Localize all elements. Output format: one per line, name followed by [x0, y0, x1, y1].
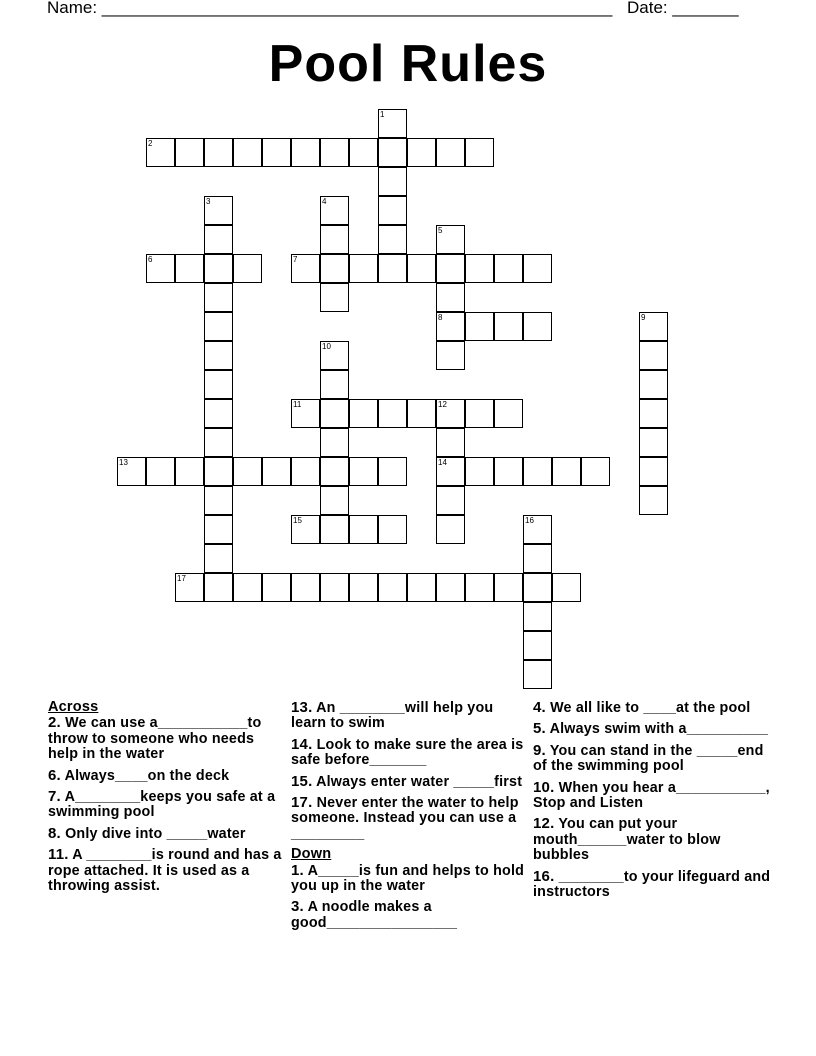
clue-text: A noodle makes a good________________ — [291, 899, 458, 931]
clues-column-2 — [291, 700, 529, 936]
clue-3 — [291, 899, 529, 931]
grid-cell[interactable] — [262, 457, 291, 486]
down-clue-list — [291, 863, 529, 932]
grid-cell[interactable] — [204, 312, 233, 341]
clue-8 — [48, 826, 286, 842]
grid-cell[interactable] — [436, 457, 465, 486]
cell-number: 2 — [148, 139, 153, 148]
grid-cell[interactable] — [175, 573, 204, 602]
across-clue-list — [48, 715, 286, 894]
clue-9 — [533, 743, 771, 775]
page-title: Pool Rules — [268, 35, 548, 93]
grid-cell[interactable] — [320, 515, 349, 544]
down-clue-list-continued — [533, 700, 771, 900]
grid-cell[interactable] — [262, 573, 291, 602]
grid-cell[interactable] — [436, 428, 465, 457]
grid-cell[interactable] — [291, 254, 320, 283]
grid-cell[interactable] — [378, 254, 407, 283]
grid-cell[interactable] — [175, 138, 204, 167]
cell-number: 13 — [119, 458, 128, 467]
grid-cell[interactable] — [494, 312, 523, 341]
grid-cell[interactable] — [204, 573, 233, 602]
grid-cell[interactable] — [291, 573, 320, 602]
grid-cell[interactable] — [204, 399, 233, 428]
grid-cell[interactable] — [146, 138, 175, 167]
grid-cell[interactable] — [465, 399, 494, 428]
clue-number: 4. — [533, 699, 546, 716]
grid-cell[interactable] — [436, 138, 465, 167]
grid-cell[interactable] — [378, 515, 407, 544]
grid-cell[interactable] — [320, 457, 349, 486]
clue-number: 17. — [291, 794, 313, 812]
cell-number: 10 — [322, 342, 331, 351]
grid-cell[interactable] — [523, 631, 552, 660]
clues-column-1 — [48, 700, 286, 899]
grid-cell[interactable] — [378, 109, 407, 138]
grid-cell[interactable] — [436, 573, 465, 602]
cell-number: 15 — [293, 516, 302, 525]
name-line: Name: ______________________________________________________ — [47, 0, 613, 17]
grid-cell[interactable] — [523, 660, 552, 689]
grid-cell[interactable] — [175, 457, 204, 486]
grid-cell[interactable] — [552, 573, 581, 602]
cell-number: 11 — [293, 400, 302, 409]
grid-cell[interactable] — [494, 573, 523, 602]
grid-cell[interactable] — [436, 312, 465, 341]
cell-number: 16 — [525, 516, 534, 525]
grid-cell[interactable] — [639, 457, 668, 486]
grid-cell[interactable] — [378, 196, 407, 225]
grid-cell[interactable] — [349, 399, 378, 428]
clue-16 — [533, 869, 771, 901]
grid-cell[interactable] — [378, 457, 407, 486]
grid-cell[interactable] — [146, 254, 175, 283]
clue-text: We can use a___________to throw to someone who needs help in the water — [48, 715, 262, 763]
grid-cell[interactable] — [204, 428, 233, 457]
grid-cell[interactable] — [436, 399, 465, 428]
grid-cell[interactable] — [349, 573, 378, 602]
grid-cell[interactable] — [465, 457, 494, 486]
clue-number: 1. — [291, 861, 304, 879]
grid-cell[interactable] — [523, 254, 552, 283]
cell-number: 17 — [177, 574, 186, 583]
grid-cell[interactable] — [146, 457, 175, 486]
cell-number: 3 — [206, 197, 211, 206]
grid-cell[interactable] — [639, 341, 668, 370]
clue-text: We all like to ____at the pool — [545, 700, 751, 716]
clue-6 — [48, 768, 286, 784]
cell-number: 9 — [641, 313, 646, 322]
grid-cell[interactable] — [378, 138, 407, 167]
clue-text: An ________will help you learn to swim — [291, 700, 494, 732]
clue-text: Always swim with a__________ — [545, 721, 769, 738]
grid-cell[interactable] — [378, 167, 407, 196]
clue-number: 6. — [48, 766, 61, 784]
clue-number: 9. — [533, 741, 546, 759]
grid-cell[interactable] — [494, 457, 523, 486]
grid-cell[interactable] — [378, 573, 407, 602]
grid-cell[interactable] — [581, 457, 610, 486]
grid-cell[interactable] — [436, 225, 465, 254]
grid-cell[interactable] — [436, 486, 465, 515]
grid-cell[interactable] — [233, 138, 262, 167]
clue-number: 3. — [291, 898, 304, 916]
clue-15 — [291, 774, 529, 790]
clue-14 — [291, 737, 529, 769]
grid-cell[interactable] — [320, 196, 349, 225]
grid-cell[interactable] — [523, 312, 552, 341]
grid-cell[interactable] — [465, 573, 494, 602]
grid-cell[interactable] — [407, 138, 436, 167]
clue-13 — [291, 700, 529, 732]
down-heading: Down — [291, 846, 332, 863]
clue-number: 16. — [533, 867, 555, 885]
grid-cell[interactable] — [320, 573, 349, 602]
clue-text: Never enter the water to help someone. Instead you can use a _________ — [291, 795, 519, 842]
grid-cell[interactable] — [233, 457, 262, 486]
grid-cell[interactable] — [407, 573, 436, 602]
grid-cell[interactable] — [204, 544, 233, 573]
grid-cell[interactable] — [349, 515, 378, 544]
clue-text: A ________is round and has a rope attached. It is used as a throwing assist. — [48, 847, 282, 895]
date-line: Date: _______ — [627, 0, 739, 17]
grid-cell[interactable] — [320, 399, 349, 428]
grid-cell[interactable] — [204, 486, 233, 515]
grid-cell[interactable] — [639, 399, 668, 428]
grid-cell[interactable] — [204, 457, 233, 486]
grid-cell[interactable] — [639, 370, 668, 399]
grid-cell[interactable] — [436, 283, 465, 312]
clue-text: Always____on the deck — [60, 767, 230, 784]
grid-cell[interactable] — [523, 515, 552, 544]
clue-number: 8. — [48, 824, 61, 842]
clue-7 — [48, 789, 286, 821]
grid-cell[interactable] — [494, 399, 523, 428]
grid-cell[interactable] — [204, 341, 233, 370]
across-clue-list-continued — [291, 700, 529, 842]
clue-text: Look to make sure the area is safe before_______ — [291, 736, 524, 769]
clue-text: Only dive into _____water — [60, 825, 246, 842]
grid-cell[interactable] — [436, 515, 465, 544]
grid-cell[interactable] — [523, 602, 552, 631]
clue-text: You can put your mouth______water to blow bubbles — [533, 816, 721, 864]
grid-cell[interactable] — [291, 399, 320, 428]
clue-number: 7. — [48, 788, 61, 806]
cell-number: 14 — [438, 458, 447, 467]
clues-column-3 — [533, 700, 771, 905]
clue-number: 2. — [48, 714, 61, 732]
grid-cell[interactable] — [204, 196, 233, 225]
grid-cell[interactable] — [320, 370, 349, 399]
grid-cell[interactable] — [523, 544, 552, 573]
clue-11 — [48, 847, 286, 894]
grid-cell[interactable] — [436, 254, 465, 283]
cell-number: 4 — [322, 197, 327, 206]
grid-cell[interactable] — [378, 225, 407, 254]
grid-cell[interactable] — [523, 457, 552, 486]
grid-cell[interactable] — [465, 138, 494, 167]
clue-2 — [48, 715, 286, 762]
grid-cell[interactable] — [494, 254, 523, 283]
grid-cell[interactable] — [233, 573, 262, 602]
clue-17 — [291, 795, 529, 842]
grid-cell[interactable] — [291, 457, 320, 486]
grid-cell[interactable] — [349, 457, 378, 486]
clue-4 — [533, 700, 771, 716]
clue-10 — [533, 780, 771, 812]
grid-cell[interactable] — [204, 283, 233, 312]
grid-cell[interactable] — [407, 254, 436, 283]
clue-number: 10. — [533, 778, 555, 796]
grid-cell[interactable] — [262, 138, 291, 167]
clue-number: 5. — [533, 720, 546, 738]
grid-cell[interactable] — [291, 138, 320, 167]
grid-cell[interactable] — [465, 254, 494, 283]
grid-cell[interactable] — [552, 457, 581, 486]
clue-text: A_____is fun and helps to hold you up in the water — [291, 862, 525, 895]
grid-cell[interactable] — [175, 254, 204, 283]
across-heading: Across — [48, 699, 99, 715]
grid-cell[interactable] — [349, 254, 378, 283]
clue-text: ________to your lifeguard and instructors — [533, 868, 771, 901]
grid-cell[interactable] — [320, 341, 349, 370]
grid-cell[interactable] — [320, 486, 349, 515]
grid-cell[interactable] — [639, 312, 668, 341]
clue-number: 15. — [291, 772, 313, 790]
grid-cell[interactable] — [639, 428, 668, 457]
grid-cell[interactable] — [436, 341, 465, 370]
cell-number: 6 — [148, 255, 153, 264]
clue-number: 11. — [48, 846, 69, 864]
grid-cell[interactable] — [204, 138, 233, 167]
grid-cell[interactable] — [378, 399, 407, 428]
grid-cell[interactable] — [117, 457, 146, 486]
clue-number: 14. — [291, 735, 313, 753]
clue-text: You can stand in the _____end of the swimming pool — [533, 742, 764, 775]
grid-cell[interactable] — [233, 254, 262, 283]
grid-cell[interactable] — [465, 312, 494, 341]
clue-text: Always enter water _____first — [312, 773, 523, 790]
clue-number: 12. — [533, 815, 555, 833]
cell-number: 5 — [438, 226, 443, 235]
grid-cell[interactable] — [639, 486, 668, 515]
grid-cell[interactable] — [349, 138, 378, 167]
clue-number: 13. — [291, 699, 313, 716]
grid-cell[interactable] — [320, 225, 349, 254]
clue-5 — [533, 721, 771, 737]
grid-cell[interactable] — [291, 515, 320, 544]
grid-cell[interactable] — [407, 399, 436, 428]
grid-cell[interactable] — [204, 515, 233, 544]
clue-text: A________keeps you safe at a swimming pool — [48, 789, 276, 821]
cell-number: 7 — [293, 255, 298, 264]
grid-cell[interactable] — [204, 225, 233, 254]
cell-number: 8 — [438, 313, 443, 322]
cell-number: 12 — [438, 400, 447, 409]
clue-12 — [533, 816, 771, 863]
grid-cell[interactable] — [320, 283, 349, 312]
clue-text: When you hear a___________, Stop and Listen — [533, 779, 770, 812]
grid-cell[interactable] — [320, 138, 349, 167]
grid-cell[interactable] — [204, 254, 233, 283]
grid-cell[interactable] — [320, 428, 349, 457]
grid-cell[interactable] — [320, 254, 349, 283]
grid-cell[interactable] — [204, 370, 233, 399]
grid-cell[interactable] — [523, 573, 552, 602]
cell-number: 1 — [380, 110, 385, 119]
clue-1 — [291, 863, 529, 895]
